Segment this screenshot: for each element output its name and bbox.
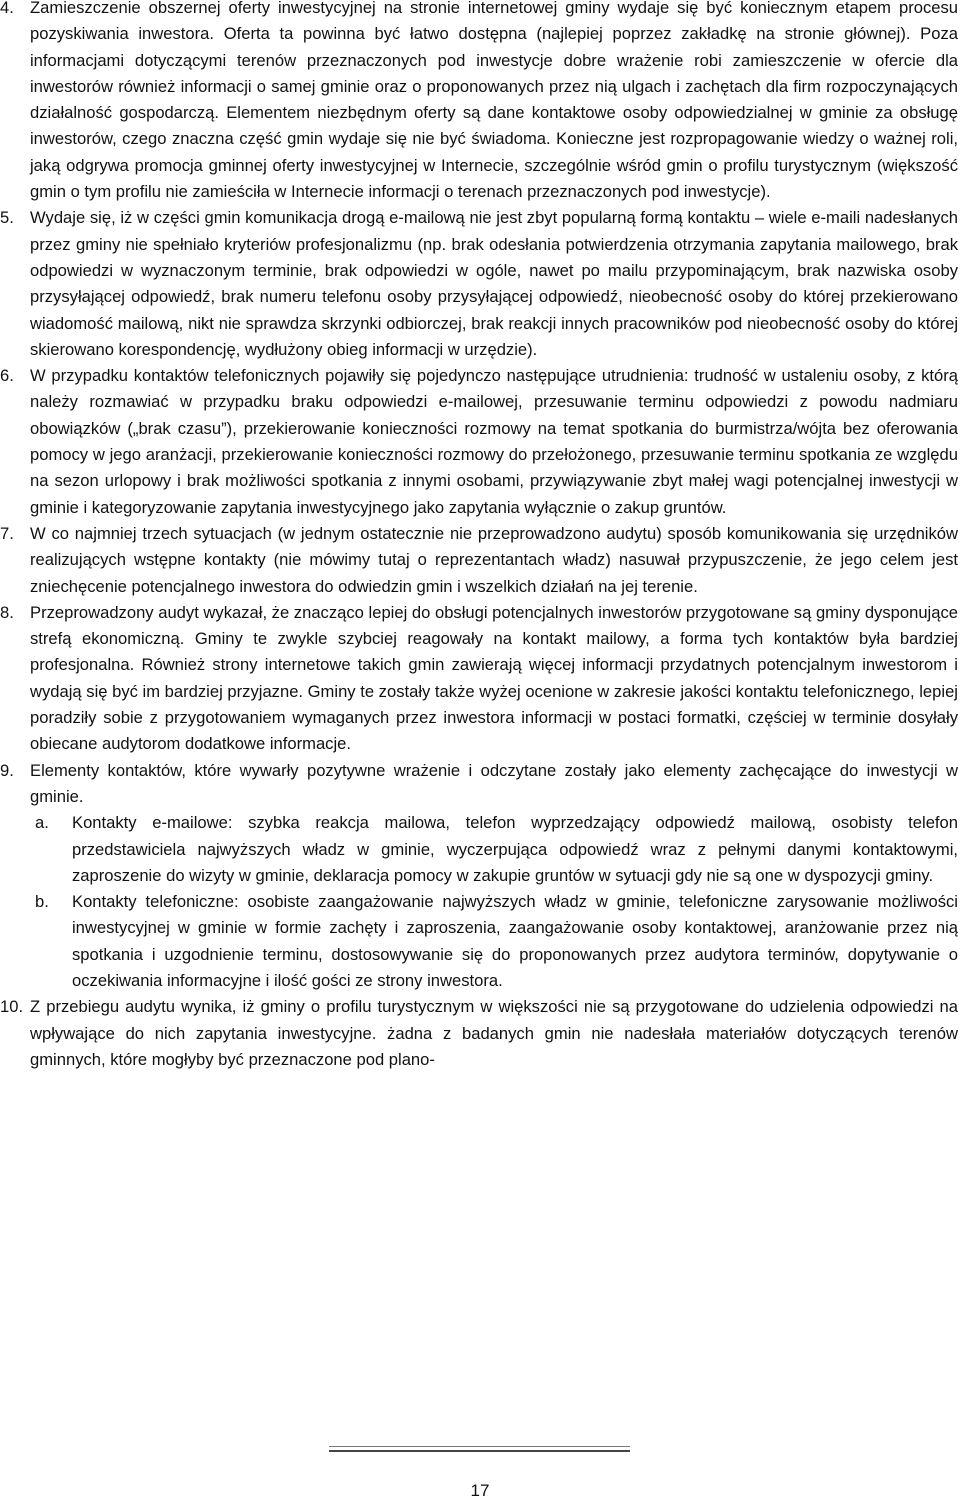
sub-item-letter: b. (35, 892, 49, 912)
page-number: 17 (470, 1481, 490, 1500)
sub-item-a (0, 810, 958, 889)
list-item-4 (0, 0, 958, 205)
item-number: 9. (0, 760, 14, 780)
item-number: 6. (0, 366, 14, 386)
sub-item-text: Kontakty telefoniczne: osobiste zaangażowanie najwyższych władz w gminie, telefoniczne zarysowanie możliwości inwestycyjnej w gminie w formie zachęty i zaproszenia, zaangażowanie osoby kontaktowej, aranżowanie przez nią spotkania i uzgodnienie terminu, dostosowywanie się do proponowanych przez audytora terminów, dopytywanie o oczekiwania informacyjne i ilość gości ze strony inwestora. (72, 892, 958, 990)
list-item-10 (0, 994, 958, 1073)
item-text: W przypadku kontaktów telefonicznych pojawiły się pojedynczo następujące utrudnienia: trudność w ustaleniu osoby, z którą należy rozmawiać w przypadku braku odpowiedzi e-mailowej, przesuwanie terminu odpowiedzi z powodu nadmiaru obowiązków („brak czasu”), przekierowanie konieczności rozmowy na temat spotkania do burmistrza/wójta bez oferowania pomocy w jego aranżacji, przekierowanie konieczności rozmowy do przełożonego, przesuwanie terminu spotkania ze względu na sezon urlopowy i brak możliwości spotkania z innymi osobami, przywiązywanie zbyt małej wagi potencjalnej inwestycji w gminie i kategoryzowanie zapytania inwestycyjnego jako zapytania wyłącznie o zakup gruntów. (30, 366, 958, 517)
list-item-8 (0, 600, 958, 758)
item-number: 10. (0, 997, 24, 1017)
list-item-6 (0, 363, 958, 521)
footer-divider (329, 1446, 630, 1447)
sub-item-letter: a. (35, 813, 49, 833)
item-number: 4. (0, 0, 14, 17)
item-text: Przeprowadzony audyt wykazał, że znacząco lepiej do obsługi potencjalnych inwestorów przygotowane są gminy dysponujące strefą ekonomiczną. Gminy te zwykle szybciej reagowały na kontakt mailowy, a forma tych kontaktów była bardziej profesjonalna. Również strony internetowe takich gmin zawierają więcej informacji przydatnych potencjalnym inwestorom i wydają się być im bardziej przyjazne. Gminy te zostały także wyżej ocenione w zakresie jakości kontaktu telefonicznego, lepiej poradziły sobie z przygotowaniem wymaganych przez inwestora informacji w postaci formatki, częściej w terminie dosyłały obiecane audytorom dodatkowe informacje. (30, 602, 958, 754)
footer-divider-thick (329, 1450, 630, 1452)
item-number: 7. (0, 523, 14, 543)
item-text: Elementy kontaktów, które wywarły pozytywne wrażenie i odczytane zostały jako elementy zachęcające do inwestycji w gminie. (30, 760, 958, 806)
list-item-9 (0, 758, 958, 811)
list-item-5 (0, 205, 958, 363)
item-number: 5. (0, 208, 14, 228)
item-text: W co najmniej trzech sytuacjach (w jednym ostatecznie nie przeprowadzono audytu) sposób komunikowania się urzędników realizujących wstępne kontakty (nie mówimy tutaj o reprezentantach władz) nasuwał przypuszczenie, że jego celem jest zniechęcenie potencjalnego inwestora do odwiedzin gmin i wszelkich działań na jej terenie. (30, 523, 958, 596)
item-text: Wydaje się, iż w części gmin komunikacja drogą e-mailową nie jest zbyt popularną formą kontaktu – wiele e-maili nadesłanych przez gminy nie spełniało kryteriów profesjonalizmu (np. brak odesłania potwierdzenia otrzymania zapytania mailowego, brak odpowiedzi w wyznaczonym terminie, brak odpowiedzi w ogóle, nawet po mailu przypominającym, brak nazwiska osoby przysyłającej odpowiedź, brak numeru telefonu osoby przysyłającej odpowiedź, nieobecność osoby do której przekierowano wiadomość mailową, nikt nie sprawdza skrzynki odbiorczej, brak reakcji innych pracowników pod nieobecność osoby do której skierowano korespondencję, wydłużony obieg informacji w urzędzie). (30, 208, 958, 359)
sub-item-b (0, 889, 958, 994)
item-number: 8. (0, 602, 14, 622)
sub-item-text: Kontakty e-mailowe: szybka reakcja mailowa, telefon wyprzedzający odpowiedź mailową, osobisty telefon przedstawiciela najwyższych władz w gminie, wyczerpująca odpowiedź wraz z pełnymi danymi kontaktowymi, zaproszenie do wizyty w gminie, deklaracja pomocy w zakupie gruntów w sytuacji gdy nie są one w dyspozycji gminy. (72, 813, 958, 885)
item-text: Zamieszczenie obszernej oferty inwestycyjnej na stronie internetowej gminy wydaje się być koniecznym etapem procesu pozyskiwania inwestora. Oferta ta powinna być łatwo dostępna (najlepiej poprzez zakładkę na stronie głównej). Poza informacjami dotyczącymi terenów przeznaczonych pod inwestycje dobre wrażenie robi zamieszczenie w ofercie dla inwestorów również informacji o samej gminie oraz o proponowanych przez nią ulgach i zachętach dla firm rozpoczynających działalność gospodarczą. Elementem niezbędnym oferty są dane kontaktowe osoby odpowiedzialnej w gminie za obsługę inwestorów, czego znaczna część gmin wydaje się nie być świadoma. Konieczne jest rozpropagowanie wiedzy o ważnej roli, jaką odgrywa promocja gminnej oferty inwestycyjnej w Internecie, szczególnie wśród gmin o profilu turystycznym (większość gmin o tym profilu nie zamieściła w Internecie informacji o terenach przeznaczonych pod inwestycje). (30, 0, 958, 202)
list-item-7 (0, 521, 958, 600)
item-text: Z przebiegu audytu wynika, iż gminy o profilu turystycznym w większości nie są przygotowane do udzielenia odpowiedzi na wpływające do nich zapytania inwestycyjne. żadna z badanych gmin nie nadesłała materiałów dotyczących terenów gminnych, które mogłyby być przeznaczone pod plano- (30, 997, 958, 1069)
